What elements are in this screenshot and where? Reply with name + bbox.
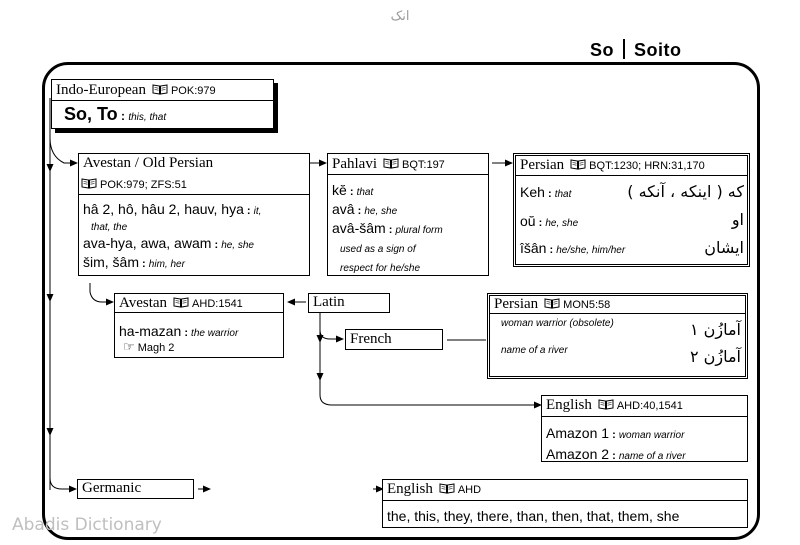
form-gloss: it, [253, 206, 262, 217]
ref-label: BQT:197 [402, 159, 445, 171]
divider [383, 500, 747, 501]
form-row: ava-hya, awa, awam : he, she [83, 235, 254, 251]
divider [516, 175, 747, 176]
book-icon [439, 483, 455, 494]
lang-label: Avestan / Old Persian [83, 155, 214, 171]
form-word: hâ 2, hô, hâu 2, hauv, hya [83, 201, 244, 217]
form-gloss: he, she [364, 206, 398, 217]
form-row: avâ-šâm : plural form [332, 220, 443, 236]
lang-label: Avestan [119, 295, 168, 311]
ref-label: POK:979; ZFS:51 [100, 179, 187, 191]
form-row [332, 258, 443, 277]
form-row: Amazon 2 : name of a river [546, 446, 686, 462]
forms-list [83, 201, 261, 273]
book-icon [544, 298, 560, 309]
form-row: šim, šâm : him, her [83, 254, 185, 270]
node-header [56, 81, 216, 99]
persian-script: آمازُن ۱ [689, 320, 741, 339]
forms-list [546, 424, 686, 466]
lang-label: Latin [313, 294, 345, 310]
form-gloss: respect for he/she [340, 263, 421, 274]
divider [542, 416, 747, 417]
forms-list [332, 182, 443, 277]
persian-row: oŭ : he, she او [520, 210, 744, 229]
link-latin-english [320, 395, 541, 405]
node-indo-european [51, 79, 274, 129]
form-word: Amazon 2 [546, 446, 610, 462]
node-english-2 [382, 479, 748, 528]
form-word: ha-mazan [119, 323, 182, 339]
lang-label: Persian [494, 296, 539, 312]
form-word: kĕ [332, 182, 347, 198]
form-word: Keh [520, 184, 545, 200]
book-icon [81, 178, 97, 189]
form-gloss: plural form [395, 225, 443, 236]
etymon-gloss: this, that [128, 112, 167, 123]
link-ie-germanic [50, 478, 76, 489]
page-caption: انک [390, 8, 410, 23]
node-header [546, 396, 683, 414]
form-row [83, 220, 261, 234]
book-icon [598, 399, 614, 410]
book-icon [570, 159, 586, 170]
book-icon [152, 84, 168, 95]
form-gloss: he, she [545, 218, 579, 229]
form-row [332, 239, 443, 258]
form-word: ava-hya, awa, awam [83, 235, 212, 251]
pointing-hand-icon: ☞ [123, 339, 135, 354]
node-header [119, 294, 243, 312]
persian-row: îšân : he/she, him/her ایشان [520, 238, 744, 257]
persian-script: او [731, 210, 744, 229]
link-aop-avestan [90, 283, 113, 302]
form-gloss: woman warrior [618, 430, 685, 441]
form-row: Amazon 1 : woman warrior [546, 425, 685, 441]
lang-label: Indo-European [56, 82, 146, 98]
node-english-1 [541, 395, 748, 462]
node-french [345, 329, 443, 350]
persian-script: که ( اینکه ، آنکه ) [627, 182, 744, 201]
persian-script: ایشان [704, 238, 744, 257]
form-gloss: that [356, 187, 374, 198]
english-words: the, this, they, there, than, then, that, them, she [387, 508, 680, 524]
lang-label: Persian [520, 157, 565, 173]
node-header [332, 155, 445, 173]
node-latin [308, 293, 390, 313]
form-gloss: that, the [91, 222, 128, 233]
divider [328, 174, 488, 175]
see-also-ref: Magh 2 [137, 342, 175, 354]
form-gloss: him, her [148, 259, 185, 270]
divider [115, 312, 283, 313]
ref-label: AHD:1541 [192, 298, 243, 310]
ref-label: AHD:40,1541 [616, 400, 683, 412]
form-word: avâ-šâm [332, 220, 386, 236]
form-gloss: the warrior [191, 328, 239, 339]
persian-row: Keh : that که ( اینکه ، آنکه ) [520, 182, 744, 201]
title-so: So [590, 40, 615, 60]
form-gloss: he, she [221, 240, 254, 251]
book-icon [383, 158, 399, 169]
form-word: Amazon 1 [546, 425, 610, 441]
lang-label: English [387, 481, 433, 497]
node-persian-2 [487, 293, 748, 379]
node-ref [81, 175, 187, 193]
node-germanic [77, 479, 194, 499]
form-gloss: used as a sign of [340, 244, 416, 255]
form-word: šim, šâm [83, 254, 139, 270]
node-header [387, 480, 481, 498]
lang-label: Pahlavi [332, 156, 377, 172]
divider [490, 313, 745, 314]
divider [52, 100, 273, 101]
node-header [520, 156, 705, 174]
form-word: avâ [332, 201, 355, 217]
form-row: ha-mazan : the warrior [119, 323, 239, 339]
form-gloss: he/she, him/her [556, 245, 626, 256]
node-persian-1 [513, 153, 750, 267]
ref-label: POK:979 [170, 85, 216, 97]
persian-script: آمازُن ۲ [689, 347, 741, 366]
link-latin-french [320, 330, 343, 339]
form-word: oŭ [520, 213, 536, 229]
form-gloss: that [554, 189, 572, 200]
divider [79, 194, 309, 195]
watermark: Abadis Dictionary [12, 515, 162, 535]
form-gloss: name of a river [501, 345, 568, 356]
title-soito: Soito [634, 40, 682, 60]
etymon-word: So, To [64, 104, 118, 124]
form-row: kĕ : that [332, 182, 374, 198]
lang-label: Germanic [82, 480, 142, 496]
form-gloss: woman warrior (obsolete) [501, 318, 614, 329]
ref-label: BQT:1230; HRN:31,170 [589, 160, 705, 172]
etymon-row: So, To : this, that [64, 104, 167, 124]
lang-label: French [350, 331, 392, 347]
form-row: avâ : he, she [332, 201, 398, 217]
ref-label: AHD [457, 484, 482, 496]
form-word: îšân [520, 240, 547, 256]
ref-label: MON5:58 [563, 299, 611, 311]
book-icon [173, 297, 189, 308]
form-row: hâ 2, hô, hâu 2, hauv, hya : it, [83, 201, 262, 217]
form-gloss: name of a river [618, 451, 686, 462]
node-header [494, 295, 610, 313]
node-avestan [114, 293, 284, 358]
lang-label: English [546, 397, 592, 413]
node-avestan-old-persian [78, 153, 310, 276]
see-also [123, 339, 174, 355]
node-pahlavi [327, 153, 489, 276]
